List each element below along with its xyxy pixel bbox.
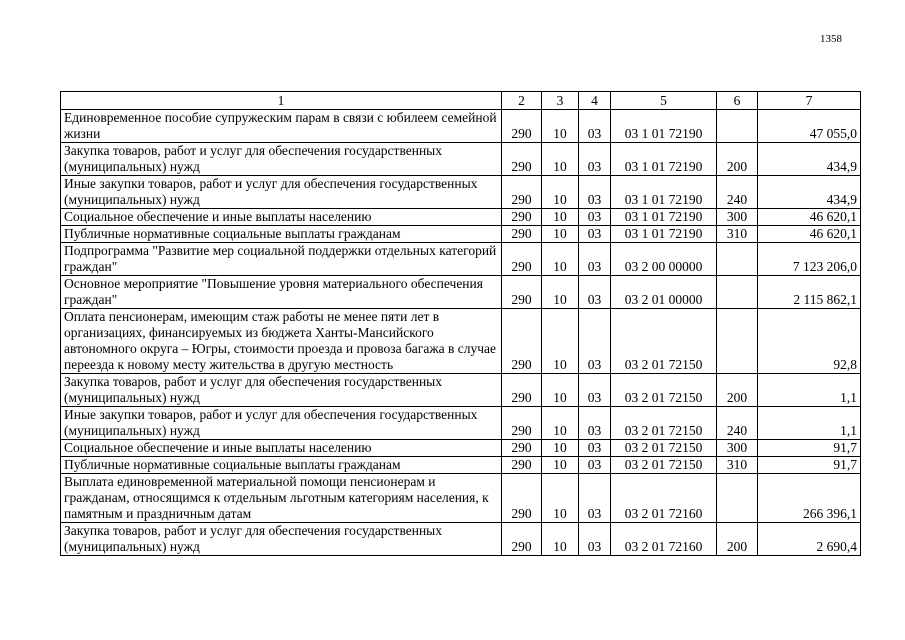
row-target-article-cell: 03 2 01 72150: [611, 374, 717, 407]
row-target-article-cell: 03 2 01 72150: [611, 457, 717, 474]
row-name-cell: Подпрограмма "Развитие мер социальной поддержки отдельных категорий граждан": [61, 243, 502, 276]
row-name-cell: Закупка товаров, работ и услуг для обеспечения государственных (муниципальных) нужд: [61, 523, 502, 556]
row-amount-cell: 91,7: [758, 457, 861, 474]
table-row: [61, 309, 861, 374]
header-col-3: 3: [542, 92, 579, 110]
row-expense-type-cell: 200: [717, 374, 758, 407]
table-row: [61, 243, 861, 276]
row-target-article-cell: 03 1 01 72190: [611, 209, 717, 226]
row-name-cell: Публичные нормативные социальные выплаты гражданам: [61, 226, 502, 243]
row-expense-type-cell: 240: [717, 407, 758, 440]
row-subsection-cell: 03: [579, 176, 611, 209]
row-amount-cell: 46 620,1: [758, 209, 861, 226]
row-expense-type-cell: 310: [717, 226, 758, 243]
row-amount-cell: 7 123 206,0: [758, 243, 861, 276]
row-subsection-cell: 03: [579, 523, 611, 556]
row-target-article-cell: 03 2 01 72150: [611, 440, 717, 457]
row-target-article-cell: 03 2 01 00000: [611, 276, 717, 309]
table-row: [61, 374, 861, 407]
header-col-5: 5: [611, 92, 717, 110]
row-target-article-cell: 03 2 01 72150: [611, 407, 717, 440]
table-body: [61, 110, 861, 556]
row-subsection-cell: 03: [579, 226, 611, 243]
table-row: [61, 176, 861, 209]
row-amount-cell: 434,9: [758, 176, 861, 209]
row-admin-code-cell: 290: [502, 110, 542, 143]
header-col-7: 7: [758, 92, 861, 110]
row-expense-type-cell: [717, 110, 758, 143]
row-name-cell: Публичные нормативные социальные выплаты гражданам: [61, 457, 502, 474]
header-col-2: 2: [502, 92, 542, 110]
row-amount-cell: 91,7: [758, 440, 861, 457]
row-admin-code-cell: 290: [502, 440, 542, 457]
row-amount-cell: 2 115 862,1: [758, 276, 861, 309]
row-target-article-cell: 03 1 01 72190: [611, 176, 717, 209]
row-expense-type-cell: [717, 309, 758, 374]
row-amount-cell: 92,8: [758, 309, 861, 374]
table-row: [61, 276, 861, 309]
row-section-cell: 10: [542, 457, 579, 474]
header-col-6: 6: [717, 92, 758, 110]
row-target-article-cell: 03 1 01 72190: [611, 110, 717, 143]
row-subsection-cell: 03: [579, 474, 611, 523]
table-row: [61, 440, 861, 457]
row-admin-code-cell: 290: [502, 374, 542, 407]
table-row: [61, 209, 861, 226]
row-section-cell: 10: [542, 440, 579, 457]
table-row: [61, 523, 861, 556]
row-expense-type-cell: [717, 276, 758, 309]
row-name-cell: Основное мероприятие "Повышение уровня материального обеспечения граждан": [61, 276, 502, 309]
row-admin-code-cell: 290: [502, 243, 542, 276]
table-row: [61, 474, 861, 523]
row-name-cell: Социальное обеспечение и иные выплаты населению: [61, 209, 502, 226]
row-section-cell: 10: [542, 474, 579, 523]
row-section-cell: 10: [542, 309, 579, 374]
row-expense-type-cell: 310: [717, 457, 758, 474]
row-admin-code-cell: 290: [502, 209, 542, 226]
table-row: [61, 110, 861, 143]
row-amount-cell: 47 055,0: [758, 110, 861, 143]
page-number: 1358: [820, 33, 842, 45]
row-name-cell: Выплата единовременной материальной помощи пенсионерам и гражданам, относящимся к отдельным льготным категориям населения, к памятным и праздничным датам: [61, 474, 502, 523]
row-target-article-cell: 03 1 01 72190: [611, 226, 717, 243]
row-subsection-cell: 03: [579, 457, 611, 474]
row-target-article-cell: 03 2 01 72160: [611, 474, 717, 523]
row-subsection-cell: 03: [579, 110, 611, 143]
row-subsection-cell: 03: [579, 374, 611, 407]
row-target-article-cell: 03 2 01 72160: [611, 523, 717, 556]
row-target-article-cell: 03 2 00 00000: [611, 243, 717, 276]
row-amount-cell: 266 396,1: [758, 474, 861, 523]
row-subsection-cell: 03: [579, 209, 611, 226]
row-target-article-cell: 03 2 01 72150: [611, 309, 717, 374]
row-admin-code-cell: 290: [502, 226, 542, 243]
row-admin-code-cell: 290: [502, 457, 542, 474]
table-header: [61, 92, 861, 110]
row-expense-type-cell: [717, 474, 758, 523]
row-name-cell: Иные закупки товаров, работ и услуг для обеспечения государственных (муниципальных) нужд: [61, 176, 502, 209]
row-admin-code-cell: 290: [502, 176, 542, 209]
header-row: [61, 92, 861, 110]
budget-table: [60, 91, 861, 556]
header-col-4: 4: [579, 92, 611, 110]
row-section-cell: 10: [542, 243, 579, 276]
row-name-cell: Закупка товаров, работ и услуг для обеспечения государственных (муниципальных) нужд: [61, 374, 502, 407]
row-amount-cell: 1,1: [758, 374, 861, 407]
row-amount-cell: 434,9: [758, 143, 861, 176]
table-row: [61, 407, 861, 440]
row-subsection-cell: 03: [579, 143, 611, 176]
row-subsection-cell: 03: [579, 407, 611, 440]
row-name-cell: Единовременное пособие супружеским парам в связи с юбилеем семейной жизни: [61, 110, 502, 143]
table-row: [61, 226, 861, 243]
row-name-cell: Иные закупки товаров, работ и услуг для обеспечения государственных (муниципальных) нужд: [61, 407, 502, 440]
row-admin-code-cell: 290: [502, 407, 542, 440]
row-name-cell: Оплата пенсионерам, имеющим стаж работы не менее пяти лет в организациях, финансируемых из бюджета Ханты-Мансийского автономного округа – Югры, стоимости проезда и провоза багажа в случае переезда к новому месту жительства в другую местность: [61, 309, 502, 374]
row-name-cell: Социальное обеспечение и иные выплаты населению: [61, 440, 502, 457]
row-admin-code-cell: 290: [502, 276, 542, 309]
row-amount-cell: 2 690,4: [758, 523, 861, 556]
row-section-cell: 10: [542, 407, 579, 440]
row-subsection-cell: 03: [579, 309, 611, 374]
row-section-cell: 10: [542, 226, 579, 243]
row-expense-type-cell: 300: [717, 209, 758, 226]
table-row: [61, 143, 861, 176]
row-section-cell: 10: [542, 143, 579, 176]
row-expense-type-cell: 300: [717, 440, 758, 457]
row-subsection-cell: 03: [579, 276, 611, 309]
row-amount-cell: 1,1: [758, 407, 861, 440]
row-section-cell: 10: [542, 176, 579, 209]
row-subsection-cell: 03: [579, 440, 611, 457]
row-expense-type-cell: 200: [717, 143, 758, 176]
row-expense-type-cell: 240: [717, 176, 758, 209]
row-amount-cell: 46 620,1: [758, 226, 861, 243]
row-section-cell: 10: [542, 110, 579, 143]
row-section-cell: 10: [542, 374, 579, 407]
row-admin-code-cell: 290: [502, 309, 542, 374]
table-row: [61, 457, 861, 474]
row-section-cell: 10: [542, 523, 579, 556]
row-admin-code-cell: 290: [502, 523, 542, 556]
row-name-cell: Закупка товаров, работ и услуг для обеспечения государственных (муниципальных) нужд: [61, 143, 502, 176]
row-subsection-cell: 03: [579, 243, 611, 276]
row-section-cell: 10: [542, 276, 579, 309]
header-col-1: 1: [61, 92, 502, 110]
row-admin-code-cell: 290: [502, 474, 542, 523]
row-expense-type-cell: [717, 243, 758, 276]
row-expense-type-cell: 200: [717, 523, 758, 556]
row-admin-code-cell: 290: [502, 143, 542, 176]
row-target-article-cell: 03 1 01 72190: [611, 143, 717, 176]
row-section-cell: 10: [542, 209, 579, 226]
